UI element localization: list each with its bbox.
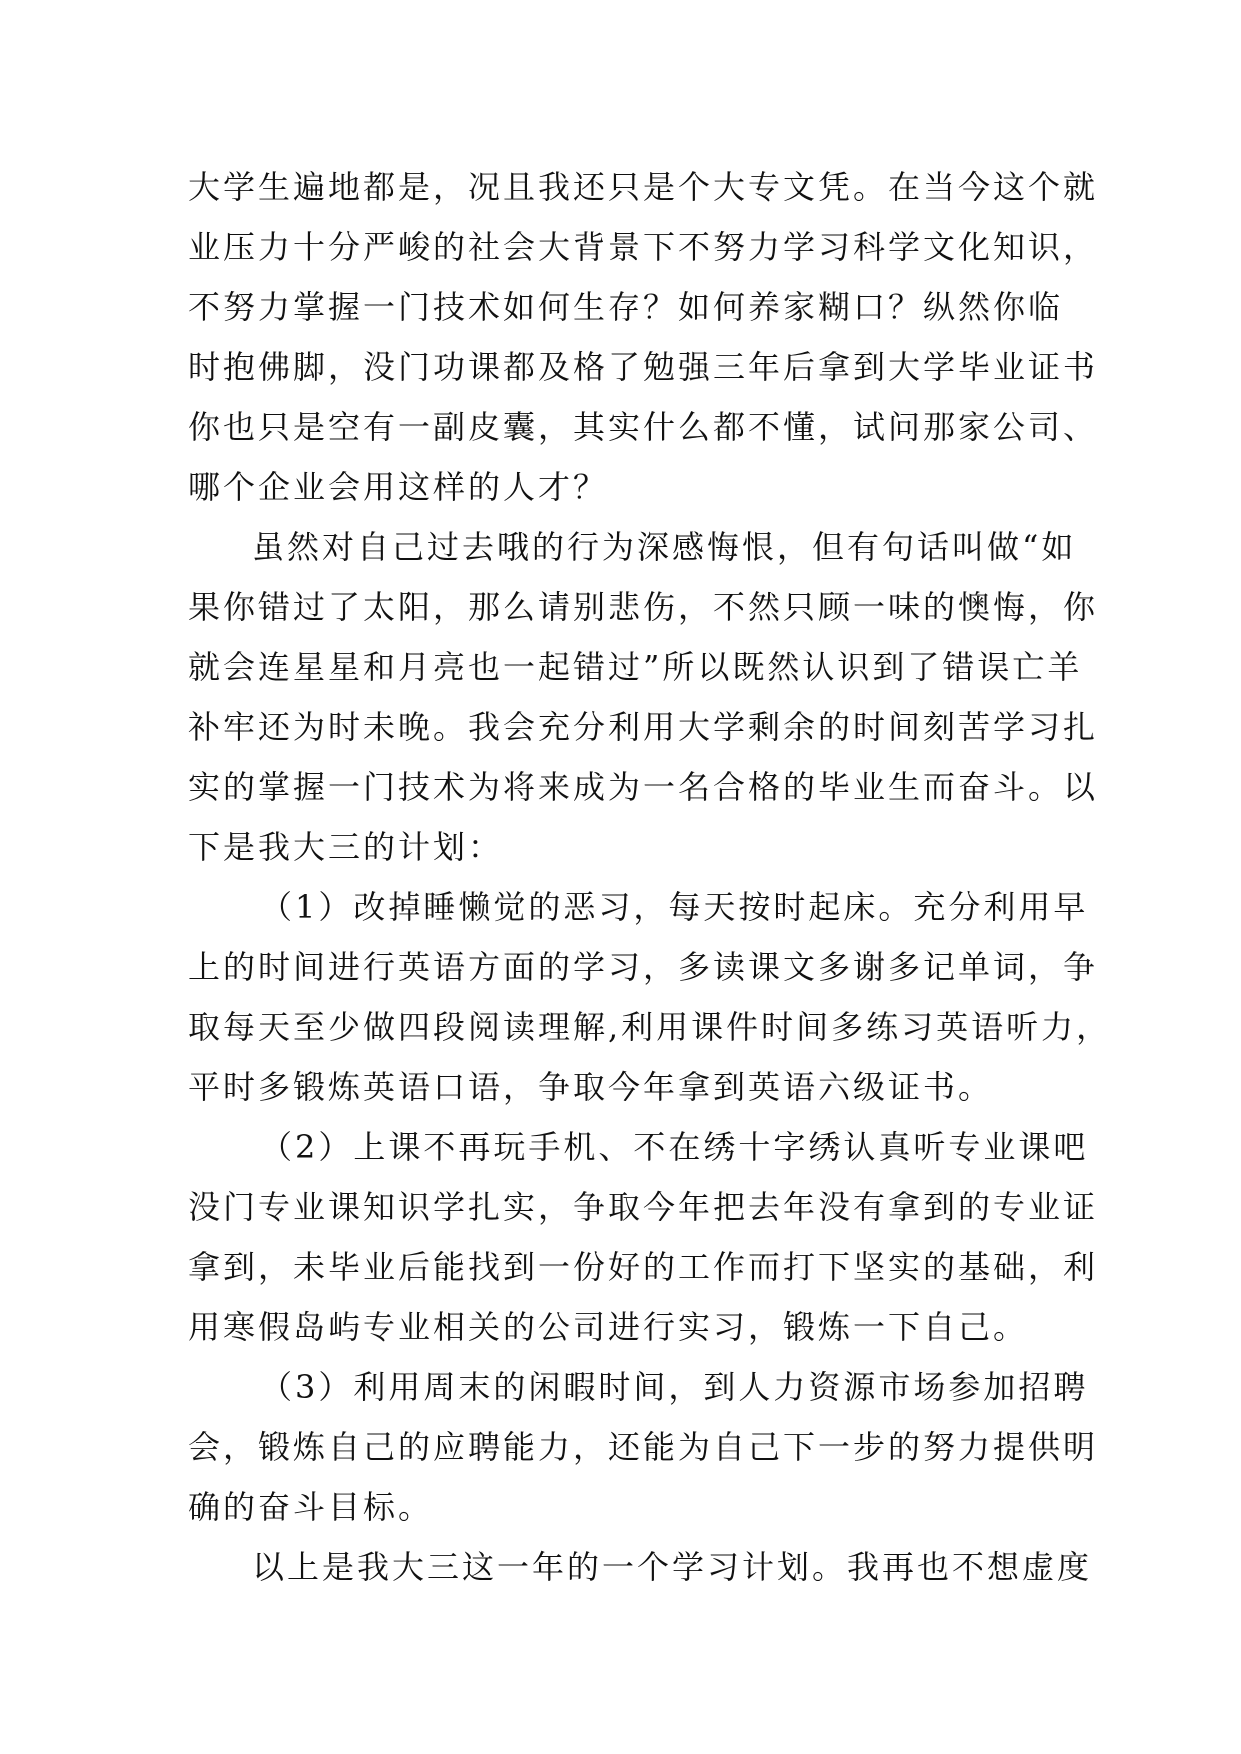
plan-item-2: [188, 1117, 1099, 1357]
text-line: 会，锻炼自己的应聘能力，还能为自己下一步的努力提供明: [188, 1428, 1099, 1466]
text-line: 拿到，未毕业后能找到一份好的工作而打下坚实的基础，利: [188, 1248, 1099, 1286]
text-line: 实的掌握一门技术为将来成为一名合格的毕业生而奋斗。以: [188, 768, 1099, 806]
text-line: 时抱佛脚，没门功课都及格了勉强三年后拿到大学毕业证书: [188, 348, 1099, 386]
text-line: 用寒假岛屿专业相关的公司进行实习，锻炼一下自己。: [188, 1308, 1029, 1346]
text-line: 上的时间进行英语方面的学习，多读课文多谢多记单词，争: [188, 948, 1099, 986]
text-line: 就会连星星和月亮也一起错过”所以既然认识到了错误亡羊: [188, 648, 1083, 686]
text-line: 业压力十分严峻的社会大背景下不努力学习科学文化知识，: [188, 228, 1099, 266]
text-line: 哪个企业会用这样的人才？: [188, 468, 609, 506]
text-line: 以上是我大三这一年的一个学习计划。我再也不想虚度: [252, 1548, 1093, 1586]
text-line: 取每天至少做四段阅读理解,利用课件时间多练习英语听力，: [188, 1008, 1112, 1046]
text-line: 确的奋斗目标。: [188, 1488, 434, 1526]
text-line: 果你错过了太阳，那么请别悲伤，不然只顾一味的懊悔，你: [188, 588, 1099, 626]
paragraph-1: [188, 157, 1099, 517]
text-line: （2）上课不再玩手机、不在绣十字绣认真听专业课吧: [260, 1128, 1089, 1166]
paragraph-2: [188, 517, 1099, 877]
plan-item-3: [188, 1357, 1099, 1537]
text-line: （3）利用周末的闲暇时间，到人力资源市场参加招聘: [260, 1368, 1089, 1406]
text-line: 补牢还为时未晚。我会充分利用大学剩余的时间刻苦学习扎: [188, 708, 1099, 746]
document-body: [188, 157, 1112, 1597]
text-line: 下是我大三的计划：: [188, 828, 504, 866]
text-line: 不努力掌握一门技术如何生存？如何养家糊口？纵然你临: [188, 288, 1064, 326]
text-line: 平时多锻炼英语口语，争取今年拿到英语六级证书。: [188, 1068, 994, 1106]
text-line: 大学生遍地都是，况且我还只是个大专文凭。在当今这个就: [188, 168, 1099, 206]
text-line: 你也只是空有一副皮囊，其实什么都不懂，试问那家公司、: [188, 408, 1099, 446]
text-line: 虽然对自己过去哦的行为深感悔恨，但有句话叫做“如: [252, 528, 1077, 566]
text-line: 没门专业课知识学扎实，争取今年把去年没有拿到的专业证: [188, 1188, 1099, 1226]
plan-item-1: [188, 877, 1112, 1117]
text-line: （1）改掉睡懒觉的恶习，每天按时起床。充分利用早: [260, 888, 1089, 926]
paragraph-closing: [188, 1537, 1093, 1597]
